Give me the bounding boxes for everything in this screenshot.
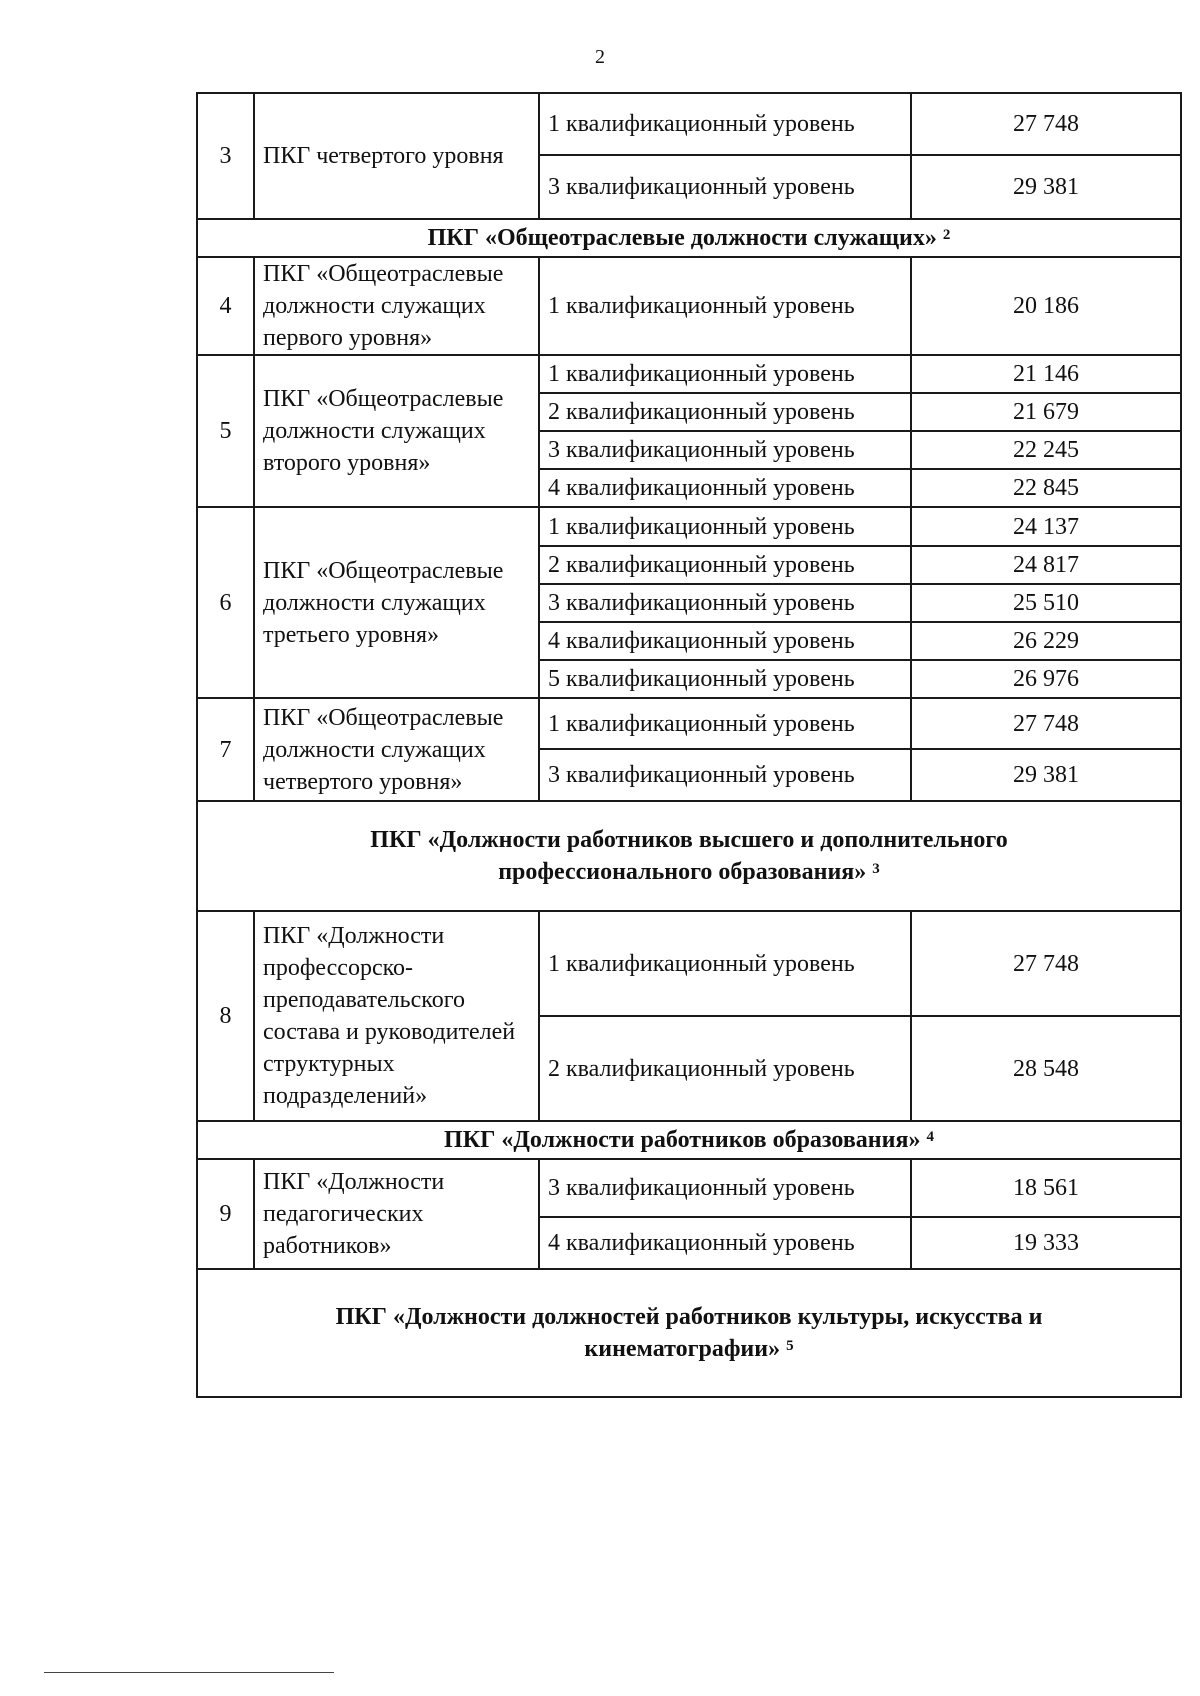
section-header-row xyxy=(197,1269,1181,1397)
value-cell: 26 976 xyxy=(911,660,1181,698)
value-cell: 21 679 xyxy=(911,393,1181,431)
section-header-row xyxy=(197,1121,1181,1159)
value-cell: 18 561 xyxy=(911,1159,1181,1217)
value-cell: 24 817 xyxy=(911,546,1181,584)
level-cell: 3 квалификационный уровень xyxy=(539,1159,911,1217)
footnote-ref: 2 xyxy=(942,227,951,243)
level-cell: 1 квалификационный уровень xyxy=(539,698,911,749)
value-cell: 21 146 xyxy=(911,355,1181,393)
table-row xyxy=(197,257,1181,355)
level-cell: 4 квалификационный уровень xyxy=(539,1217,911,1269)
group-name: ПКГ «Общеотраслевые должности служащих первого уровня» xyxy=(254,257,539,355)
row-number: 5 xyxy=(197,355,254,507)
value-cell: 27 748 xyxy=(911,911,1181,1016)
level-cell: 1 квалификационный уровень xyxy=(539,355,911,393)
footnote-separator xyxy=(44,1672,334,1673)
value-cell: 28 548 xyxy=(911,1016,1181,1121)
section-header xyxy=(197,1269,1181,1397)
level-cell: 3 квалификационный уровень xyxy=(539,584,911,622)
row-number: 8 xyxy=(197,911,254,1121)
section-header xyxy=(197,1121,1181,1159)
section-title: ПКГ «Должности работников образования» xyxy=(444,1127,921,1153)
salary-table xyxy=(196,92,1182,1398)
section-header xyxy=(197,801,1181,911)
value-cell: 22 245 xyxy=(911,431,1181,469)
page-number: 2 xyxy=(595,46,605,68)
table-row xyxy=(197,93,1181,155)
table-row xyxy=(197,1159,1181,1217)
row-number: 3 xyxy=(197,93,254,219)
level-cell: 1 квалификационный уровень xyxy=(539,507,911,546)
section-header-row xyxy=(197,801,1181,911)
table-row xyxy=(197,355,1181,393)
level-cell: 3 квалификационный уровень xyxy=(539,431,911,469)
table-row xyxy=(197,698,1181,749)
value-cell: 25 510 xyxy=(911,584,1181,622)
row-number: 6 xyxy=(197,507,254,698)
level-cell: 3 квалификационный уровень xyxy=(539,155,911,219)
footnote-ref: 4 xyxy=(926,1129,934,1145)
row-number: 9 xyxy=(197,1159,254,1269)
table-row xyxy=(197,507,1181,546)
section-title: ПКГ «Должности работников высшего и дополнительного профессионального образования» xyxy=(370,827,1008,885)
section-title: ПКГ «Должности должностей работников культуры, искусства и кинематографии» xyxy=(335,1304,1043,1362)
level-cell: 1 квалификационный уровень xyxy=(539,911,911,1016)
value-cell: 26 229 xyxy=(911,622,1181,660)
level-cell: 3 квалификационный уровень xyxy=(539,749,911,801)
group-name: ПКГ «Должности профессорско-преподавательского состава и руководителей структурных подразделений» xyxy=(254,911,539,1121)
level-cell: 1 квалификационный уровень xyxy=(539,257,911,355)
table-row xyxy=(197,911,1181,1016)
level-cell: 1 квалификационный уровень xyxy=(539,93,911,155)
level-cell: 5 квалификационный уровень xyxy=(539,660,911,698)
footnote-ref: 5 xyxy=(786,1338,794,1354)
group-name: ПКГ «Общеотраслевые должности служащих третьего уровня» xyxy=(254,507,539,698)
row-number: 7 xyxy=(197,698,254,801)
value-cell: 24 137 xyxy=(911,507,1181,546)
value-cell: 19 333 xyxy=(911,1217,1181,1269)
value-cell: 20 186 xyxy=(911,257,1181,355)
level-cell: 4 квалификационный уровень xyxy=(539,469,911,507)
section-header-row xyxy=(197,219,1181,257)
group-name: ПКГ «Должности педагогических работников» xyxy=(254,1159,539,1269)
group-name: ПКГ «Общеотраслевые должности служащих второго уровня» xyxy=(254,355,539,507)
level-cell: 2 квалификационный уровень xyxy=(539,393,911,431)
section-title: ПКГ «Общеотраслевые должности служащих» xyxy=(427,225,937,251)
value-cell: 29 381 xyxy=(911,749,1181,801)
group-name: ПКГ «Общеотраслевые должности служащих четвертого уровня» xyxy=(254,698,539,801)
row-number: 4 xyxy=(197,257,254,355)
footnote-ref: 3 xyxy=(872,861,880,877)
section-header xyxy=(197,219,1181,257)
level-cell: 4 квалификационный уровень xyxy=(539,622,911,660)
value-cell: 27 748 xyxy=(911,698,1181,749)
level-cell: 2 квалификационный уровень xyxy=(539,546,911,584)
value-cell: 22 845 xyxy=(911,469,1181,507)
group-name: ПКГ четвертого уровня xyxy=(254,93,539,219)
value-cell: 27 748 xyxy=(911,93,1181,155)
value-cell: 29 381 xyxy=(911,155,1181,219)
level-cell: 2 квалификационный уровень xyxy=(539,1016,911,1121)
